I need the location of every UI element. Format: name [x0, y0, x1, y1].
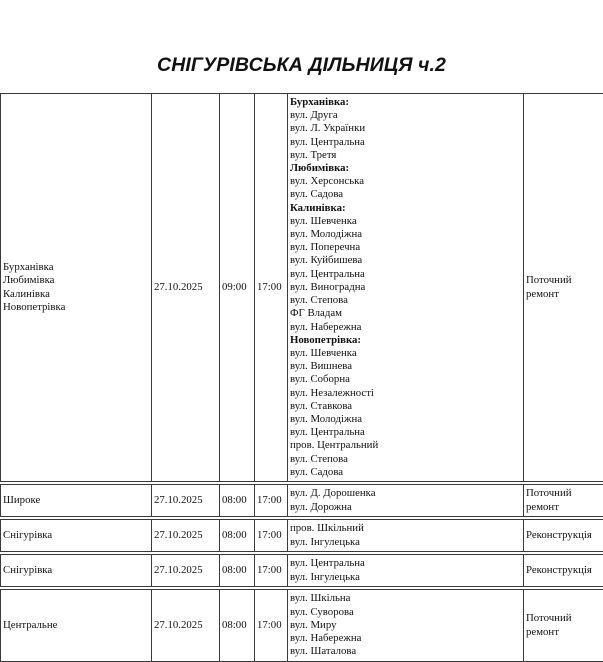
street-name: вул. Садова	[290, 466, 521, 479]
street-name: вул. Миру	[290, 619, 521, 632]
schedule-body	[1, 94, 603, 662]
street-name: вул. Шевченка	[290, 215, 521, 228]
work-type-cell	[524, 520, 603, 552]
street-name: вул. Центральна	[290, 136, 521, 149]
date-cell: 27.10.2025	[152, 590, 220, 662]
end-time-cell: 17:00	[255, 485, 288, 517]
outage-schedule-table	[0, 93, 603, 662]
start-time-cell: 09:00	[220, 94, 255, 482]
work-type-label: Реконструкція	[526, 529, 601, 542]
street-name: вул. Третя	[290, 149, 521, 162]
work-type-label: Поточний ремонт	[526, 274, 601, 300]
street-name: вул. Л. Українки	[290, 122, 521, 135]
street-name: вул. Куйбишева	[290, 254, 521, 267]
work-type-label: Поточний ремонт	[526, 487, 601, 513]
date-cell: 27.10.2025	[152, 520, 220, 552]
work-type-cell	[524, 485, 603, 517]
table-row	[1, 94, 603, 482]
street-name: пров. Центральний	[290, 439, 521, 452]
street-name: вул. Молодіжна	[290, 413, 521, 426]
street-name: вул. Молодіжна	[290, 228, 521, 241]
work-type-label: Поточний ремонт	[526, 612, 601, 638]
table-row	[1, 520, 603, 552]
street-name: вул. Д. Дорошенка	[290, 487, 521, 500]
street-name: вул. Вишнева	[290, 360, 521, 373]
addresses-cell	[288, 590, 524, 662]
addresses-cell	[288, 520, 524, 552]
settlements-cell	[1, 94, 152, 482]
street-name: вул. Херсонська	[290, 175, 521, 188]
end-time-cell: 17:00	[255, 590, 288, 662]
start-time-cell: 08:00	[220, 555, 255, 587]
date-cell: 27.10.2025	[152, 485, 220, 517]
street-name: вул. Центральна	[290, 268, 521, 281]
settlement-name: Снігурівка	[3, 564, 149, 577]
settlement-name: Новопетрівка	[3, 301, 149, 314]
settlements-cell	[1, 590, 152, 662]
street-name: вул. Шаталова	[290, 645, 521, 658]
street-name: вул. Степова	[290, 453, 521, 466]
settlement-name: Любимівка	[3, 274, 149, 287]
settlement-heading: Калинівка:	[290, 202, 521, 215]
addresses-cell	[288, 94, 524, 482]
street-name: вул. Поперечна	[290, 241, 521, 254]
page-title: СНІГУРІВСЬКА ДІЛЬНИЦЯ ч.2	[0, 52, 603, 78]
street-name: вул. Центральна	[290, 426, 521, 439]
addresses-cell	[288, 485, 524, 517]
street-name: вул. Ставкова	[290, 400, 521, 413]
settlements-cell	[1, 555, 152, 587]
date-cell: 27.10.2025	[152, 94, 220, 482]
work-type-label: Реконструкція	[526, 564, 601, 577]
start-time-cell: 08:00	[220, 590, 255, 662]
addresses-cell	[288, 555, 524, 587]
settlement-heading: Любимівка:	[290, 162, 521, 175]
settlement-heading: Новопетрівка:	[290, 334, 521, 347]
street-name: ФГ Владам	[290, 307, 521, 320]
date-cell: 27.10.2025	[152, 555, 220, 587]
start-time-cell: 08:00	[220, 520, 255, 552]
street-name: вул. Дорожна	[290, 501, 521, 514]
settlement-name: Бурханівка	[3, 261, 149, 274]
table-row	[1, 590, 603, 662]
street-name: вул. Садова	[290, 188, 521, 201]
table-row	[1, 555, 603, 587]
street-name: вул. Набережна	[290, 321, 521, 334]
street-name: вул. Соборна	[290, 373, 521, 386]
settlements-cell	[1, 520, 152, 552]
street-name: вул. Інгулецька	[290, 571, 521, 584]
street-name: вул. Набережна	[290, 632, 521, 645]
work-type-cell	[524, 555, 603, 587]
end-time-cell: 17:00	[255, 555, 288, 587]
end-time-cell: 17:00	[255, 94, 288, 482]
street-name: вул. Центральна	[290, 557, 521, 570]
work-type-cell	[524, 590, 603, 662]
street-name: вул. Інгулецька	[290, 536, 521, 549]
street-name: вул. Друга	[290, 109, 521, 122]
street-name: вул. Шкільна	[290, 592, 521, 605]
settlement-heading: Бурханівка:	[290, 96, 521, 109]
street-name: вул. Незалежності	[290, 387, 521, 400]
settlement-name: Центральне	[3, 619, 149, 632]
settlements-cell	[1, 485, 152, 517]
end-time-cell: 17:00	[255, 520, 288, 552]
settlement-name: Калинівка	[3, 288, 149, 301]
street-name: вул. Виноградна	[290, 281, 521, 294]
settlement-name: Снігурівка	[3, 529, 149, 542]
table-row	[1, 485, 603, 517]
street-name: вул. Степова	[290, 294, 521, 307]
settlement-name: Широке	[3, 494, 149, 507]
street-name: вул. Суворова	[290, 606, 521, 619]
street-name: вул. Шевченка	[290, 347, 521, 360]
start-time-cell: 08:00	[220, 485, 255, 517]
street-name: пров. Шкільний	[290, 522, 521, 535]
work-type-cell	[524, 94, 603, 482]
